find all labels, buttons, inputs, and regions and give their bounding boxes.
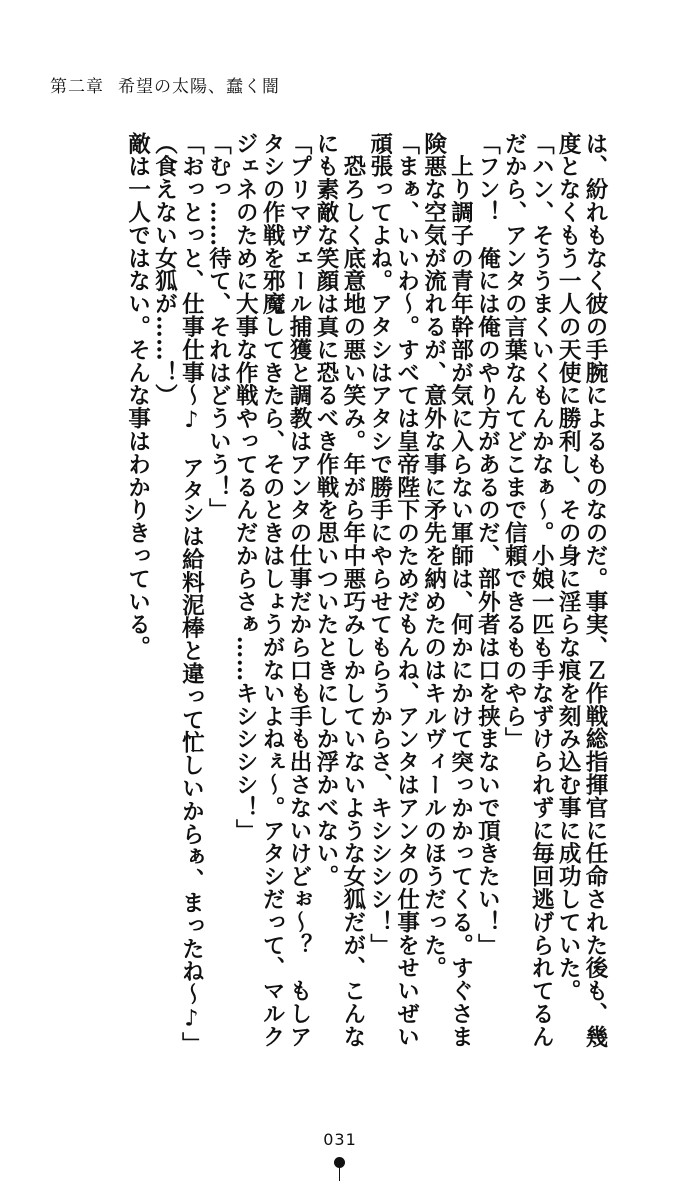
text-line: ジェネのために大事な作戦やってるんだからさぁ……キシシシシ！」	[232, 132, 259, 842]
text-line: タシの作戦を邪魔してきたら、そのときはしょうがないよねぇ〜。アタシだって、マルク	[259, 132, 286, 1048]
text-line: 「フン！ 俺には俺のやり方があるのだ、部外者は口を挟まないで頂きたい！」	[474, 132, 501, 957]
running-head	[50, 72, 280, 97]
text-line: 敵は一人ではない。そんな事はわかりきっている。	[124, 132, 151, 659]
text-line: 「まぁ、いいわ〜。すべては皇帝陛下のためだもんね、アンタはアンタの仕事をせいぜい	[393, 132, 420, 1048]
text-line: 険悪な空気が流れるが、意外な事に矛先を納めたのはキルヴィールのほうだった。	[420, 132, 447, 980]
chapter-title: 希望の太陽、蠢く闇	[118, 77, 280, 97]
page-number: 031	[323, 1130, 357, 1149]
text-line: 「おっとっと、仕事仕事〜♪ アタシは給料泥棒と違って忙しいからぁ、まったね〜♪」	[178, 132, 205, 1055]
text-line: だから、アンタの言葉なんてどこまで信頼できるものやら」	[501, 132, 528, 751]
text-line: 「むっ……待て、それはどういう！」	[205, 132, 232, 522]
text-line: （食えない女狐が……！）	[151, 132, 178, 407]
folio-stem-ornament	[339, 1167, 340, 1181]
text-line: は、紛れもなく彼の手腕によるものなのだ。事実、Ｚ作戦総指揮官に任命された後も、幾	[582, 132, 608, 1048]
text-line: 頑張ってよね。アタシはアタシで勝手にやらせてもらうからさ、キシシシシ！」	[366, 132, 393, 957]
text-line: 上り調子の青年幹部が気に入らない軍師は、何かにかけて突っかかってくる。すぐさま	[447, 132, 474, 1048]
text-line: 「ハン、そううまくいくもんかなぁ〜。小娘一匹も手なずけられずに毎回逃げられてるん	[528, 132, 555, 1048]
text-line: 恐ろしく底意地の悪い笑み。年がら年中悪巧みしかしていないような女狐だが、こんな	[339, 132, 366, 1048]
text-line: 「プリマヴェール捕獲と調教はアンタの仕事だから口も手も出さないけどぉ〜？ もしア	[286, 132, 313, 1048]
text-line: 度となくもう一人の天使に勝利し、その身に淫らな痕を刻み込む事に成功していた。	[555, 132, 582, 1003]
body-text	[124, 132, 608, 1055]
text-line: にも素敵な笑顔は真に恐るべき作戦を思いついたときにしか浮かべない。	[312, 132, 339, 888]
chapter-label: 第二章	[50, 77, 104, 97]
